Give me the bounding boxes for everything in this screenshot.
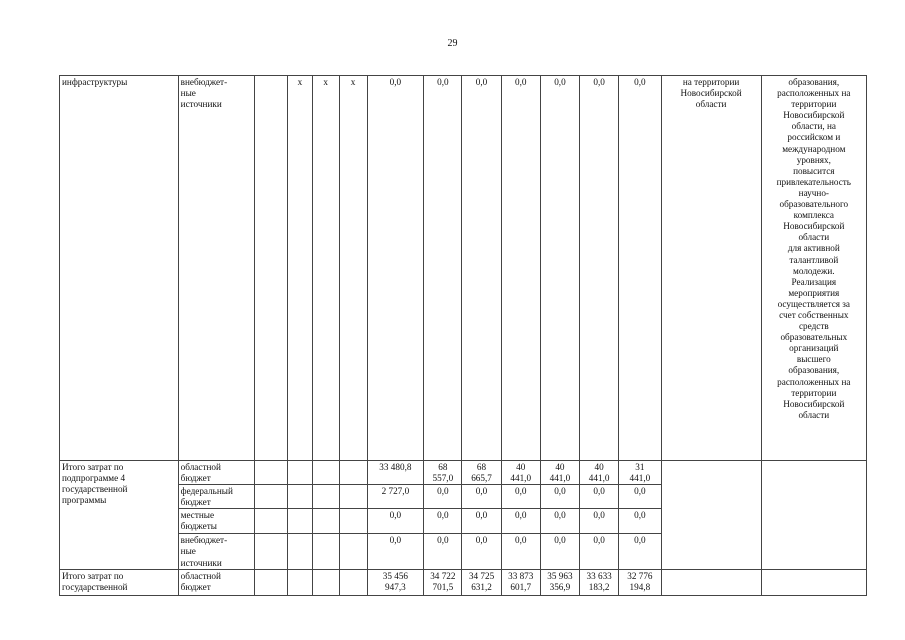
- blank-cell: [312, 509, 339, 534]
- x-mark-cell: [288, 76, 313, 461]
- value: 0,0: [514, 510, 527, 521]
- value-cell: [424, 76, 462, 461]
- blank-cell: [255, 485, 288, 509]
- subtotal-name: Итого затрат по подпрограмме 4 государственной программы: [62, 462, 128, 506]
- blank-cell: [288, 570, 313, 596]
- value: 68 665,7: [471, 462, 492, 484]
- value: 0,0: [389, 535, 402, 546]
- blank-cell: [255, 509, 288, 534]
- value: 0,0: [554, 535, 566, 546]
- value-cell: [540, 534, 579, 570]
- value: 0,0: [437, 77, 449, 87]
- x-mark: x: [350, 77, 356, 87]
- value-cell: [540, 76, 579, 461]
- subtotal-name-cell: [60, 461, 179, 570]
- value: 0,0: [593, 486, 605, 497]
- x-mark: x: [323, 77, 329, 87]
- value-cell: [619, 509, 661, 534]
- source-cell: [178, 461, 254, 485]
- value: 0,0: [554, 510, 566, 521]
- value: 33 633 183,2: [586, 571, 612, 593]
- blank-cell: [339, 485, 367, 509]
- funding-source: внебюджет- ные источники: [180, 77, 228, 110]
- value-cell: [540, 509, 579, 534]
- value-cell: [424, 485, 462, 509]
- value-cell: [619, 485, 661, 509]
- value-cell: [540, 570, 579, 596]
- value-cell: [462, 570, 501, 596]
- value-cell: [619, 76, 661, 461]
- executor-cell: [661, 461, 761, 570]
- row-name: инфраструктуры: [62, 77, 128, 87]
- blank-cell: [255, 461, 288, 485]
- value-cell: [462, 509, 501, 534]
- result-cell: [761, 76, 866, 461]
- budget-table: [59, 75, 867, 596]
- value-cell: [501, 76, 540, 461]
- value: 0,0: [475, 510, 488, 521]
- source-cell: [178, 509, 254, 534]
- funding-source: областной бюджет: [180, 462, 221, 484]
- value-cell: [580, 461, 619, 485]
- value: 35 456 947,3: [382, 571, 408, 593]
- value-cell: [367, 485, 424, 509]
- blank-cell: [312, 461, 339, 485]
- value-cell: [501, 509, 540, 534]
- value-cell: [367, 461, 424, 485]
- value-cell: [580, 76, 619, 461]
- expected-result: образования, расположенных на территории Новосибирской области, на российском и международном уровнях, повысится привлекательность научно- образовательного комплекса Новосибирской области для активной талантливой молодежи. Реализация мероприятия осуществляется за счет собственных средств образовательных организаций высшего образования, расположенных на территории Новосибирской области: [776, 77, 851, 420]
- value: 0,0: [475, 486, 488, 497]
- blank-cell: [312, 570, 339, 596]
- value: 0,0: [634, 510, 646, 521]
- value: 0,0: [593, 535, 605, 546]
- funding-source: местные бюджеты: [180, 510, 217, 532]
- value: 0,0: [389, 77, 402, 87]
- value: 32 776 194,8: [627, 571, 653, 593]
- blank-cell: [312, 485, 339, 509]
- value-cell: [540, 485, 579, 509]
- value-cell: [619, 461, 661, 485]
- value: 0,0: [554, 486, 566, 497]
- blank-cell: [288, 461, 313, 485]
- blank-cell: [339, 461, 367, 485]
- funding-source: внебюджет- ные источники: [180, 535, 228, 568]
- value-cell: [462, 461, 501, 485]
- total-name: Итого затрат по государственной: [62, 571, 128, 593]
- value: 0,0: [389, 510, 402, 521]
- value-cell: [367, 570, 424, 596]
- blank-cell: [255, 76, 288, 461]
- value-cell: [462, 534, 501, 570]
- blank-cell: [339, 534, 367, 570]
- row-name-cell: [60, 76, 179, 461]
- value: 0,0: [437, 535, 449, 546]
- page-number: 29: [447, 38, 458, 49]
- value: 33 873 601,7: [508, 571, 534, 593]
- funding-source: областной бюджет: [180, 571, 221, 593]
- value-cell: [619, 570, 661, 596]
- blank-cell: [255, 570, 288, 596]
- x-mark-cell: [339, 76, 367, 461]
- value-cell: [501, 534, 540, 570]
- value-cell: [424, 534, 462, 570]
- result-cell: [761, 570, 866, 596]
- blank-cell: [255, 534, 288, 570]
- value: 0,0: [554, 77, 566, 87]
- value: 0,0: [437, 510, 449, 521]
- value-cell: [540, 461, 579, 485]
- blank-cell: [339, 509, 367, 534]
- value: 0,0: [593, 77, 605, 87]
- value: 0,0: [514, 535, 527, 546]
- blank-cell: [339, 570, 367, 596]
- value: 40 441,0: [510, 462, 532, 484]
- source-cell: [178, 534, 254, 570]
- value: 68 557,0: [432, 462, 454, 484]
- blank-cell: [312, 534, 339, 570]
- value: 31 441,0: [629, 462, 651, 484]
- blank-cell: [288, 485, 313, 509]
- value-cell: [462, 485, 501, 509]
- value: 0,0: [514, 486, 527, 497]
- value: 0,0: [475, 535, 488, 546]
- value-cell: [580, 570, 619, 596]
- blank-cell: [288, 509, 313, 534]
- result-cell: [761, 461, 866, 570]
- x-mark-cell: [312, 76, 339, 461]
- value-cell: [501, 570, 540, 596]
- value: 0,0: [634, 77, 646, 87]
- value: 0,0: [437, 486, 449, 497]
- value-cell: [462, 76, 501, 461]
- source-cell: [178, 570, 254, 596]
- value: 0,0: [634, 486, 646, 497]
- value: 35 963 356,9: [547, 571, 573, 593]
- blank-cell: [288, 534, 313, 570]
- value-cell: [580, 509, 619, 534]
- source-cell: [178, 76, 254, 461]
- table-row: [60, 76, 867, 461]
- value-cell: [424, 461, 462, 485]
- value-cell: [501, 461, 540, 485]
- value-cell: [424, 570, 462, 596]
- value: 0,0: [593, 510, 605, 521]
- value-cell: [580, 485, 619, 509]
- funding-source: федеральный бюджет: [180, 486, 233, 508]
- value-cell: [367, 76, 424, 461]
- table-row: [60, 570, 867, 596]
- value-cell: [367, 509, 424, 534]
- value: 0,0: [514, 77, 527, 87]
- value: 2 727,0: [381, 486, 410, 497]
- value-cell: [424, 509, 462, 534]
- value: 40 441,0: [549, 462, 571, 484]
- executor: на территории Новосибирской области: [680, 77, 742, 110]
- x-mark: x: [297, 77, 303, 87]
- source-cell: [178, 485, 254, 509]
- value: 33 480,8: [379, 462, 412, 472]
- total-name-cell: [60, 570, 179, 596]
- value: 34 725 631,2: [468, 571, 495, 593]
- executor-cell: [661, 76, 761, 461]
- value-cell: [367, 534, 424, 570]
- executor-cell: [661, 570, 761, 596]
- value: 40 441,0: [588, 462, 610, 484]
- value-cell: [501, 485, 540, 509]
- value: 34 722 701,5: [430, 571, 456, 593]
- value: 0,0: [475, 77, 488, 87]
- value-cell: [619, 534, 661, 570]
- table-row: [60, 461, 867, 485]
- value: 0,0: [634, 535, 646, 546]
- value-cell: [580, 534, 619, 570]
